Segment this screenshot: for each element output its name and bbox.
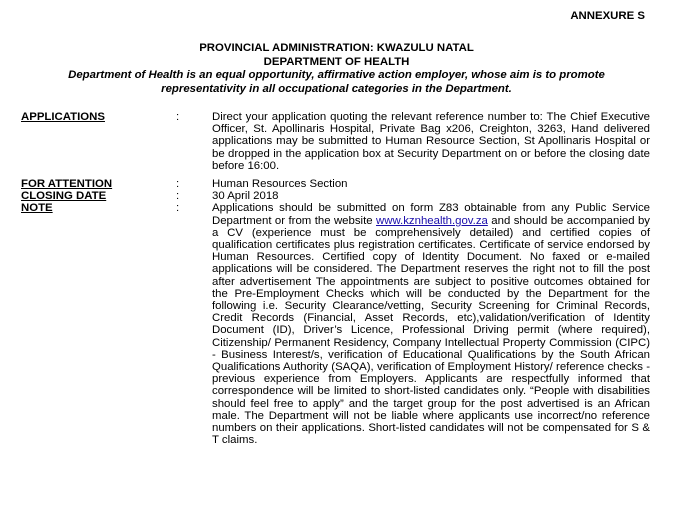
header-equal-opportunity-statement: Department of Health is an equal opportunity, affirmative action employer, whose aim is to promote representativity in all occupational categories in the Department.	[68, 69, 605, 95]
closing-date-row	[21, 190, 661, 202]
for-attention-text: Human Resources Section	[212, 178, 348, 191]
for-attention-colon: :	[176, 178, 180, 191]
header-administration: PROVINCIAL ADMINISTRATION: KWAZULU NATAL	[199, 42, 474, 54]
applications-label: APPLICATIONS	[21, 111, 105, 123]
note-text	[212, 202, 650, 446]
applications-row	[21, 111, 661, 172]
kznhealth-website-link[interactable]: www.kznhealth.gov.za	[376, 214, 488, 227]
note-row	[21, 202, 661, 446]
note-colon: :	[176, 202, 180, 215]
document-header	[0, 42, 673, 96]
for-attention-label: FOR ATTENTION	[21, 178, 113, 191]
applications-text: Direct your application quoting the relevant reference number to: The Chief Executive Officer, St. Apollinaris Hospital, Private Bag x206, Creighton, 3263, Hand delivered applications may be submitted to Human Resource Section, St Apollinaris Hospital or be dropped in the application box at Security Department on or before the closing date before 16:00.	[212, 111, 650, 172]
note-text-after-link: and should be accompanied by a CV (experience must be comprehensively detailed) and certified copies of qualification certificates plus registration certificates. Certificate of service endorsed by Human Resources. Certified copy of Identity Document. No faxed or e-mailed applications will be considered. The Department reserves the right not to fill the post after advertisement The appointments are subject to positive outcomes obtained for the Pre-Employment Checks which will be conducted by the Department for the following i.e. Security Clearance/vetting, Security Screening for Criminal Records, Credit Records (Financial, Asset Records, etc),validation/verification of Identity Document (ID), Driver’s Licence, Professional Driving permit (where required), Citizenship/ Permanent Residency, Company Intellectual Property Commission (CIPC) - Business Interest/s, verification of Educational Qualifications by the South African Qualifications Authority (SAQA), verification of Employment History/ reference checks - previous experience from Employers. Applicants are respectfully informed that correspondence will be limited to short-listed candidates only. “People with disabilities should feel free to apply” and the target group for the post advertised is an African male. The Department will not be liable where applicants use incorrect/no reference numbers on their applications. Short-listed candidates will not be compensated for S & T claims.	[212, 214, 650, 447]
closing-date-colon: :	[176, 190, 180, 203]
header-department: DEPARTMENT OF HEALTH	[263, 55, 410, 68]
closing-date-text: 30 April 2018	[212, 190, 279, 203]
closing-date-label: CLOSING DATE	[21, 190, 107, 203]
annexure-label: ANNEXURE S	[570, 10, 645, 22]
advert-details	[21, 111, 661, 446]
for-attention-row	[21, 178, 661, 190]
applications-colon: :	[176, 111, 180, 123]
note-text-before-link: Applications should be submitted on form Z83 obtainable from any Public Service Department or from the website	[212, 202, 650, 227]
note-label: NOTE	[21, 202, 53, 215]
